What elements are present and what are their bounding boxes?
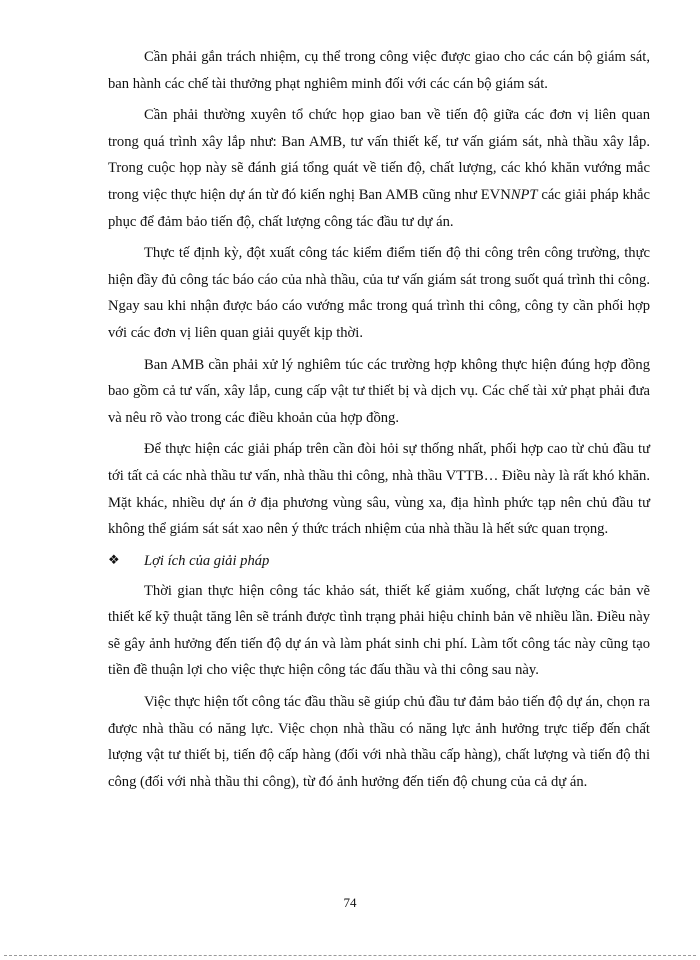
section-heading-label: Lợi ích của giải pháp (144, 552, 270, 569)
paragraph-coordination: Để thực hiện các giải pháp trên cần đòi hỏi sự thống nhất, phối hợp cao từ chủ đầu tư tới tất cả các nhà thầu tư vấn, nhà thầu thi công, nhà thầu VTTB… Điều này là rất khó khăn. Mặt khác, nhiều dự án ở địa phương vùng sâu, vùng xa, địa hình phức tạp nên chủ đầu tư không thể giám sát sát xao nên ý thức trách nhiệm của nhà thầu là hết sức quan trọng. (108, 441, 650, 538)
paragraph-survey-design: Thời gian thực hiện công tác khảo sát, thiết kế giảm xuống, chất lượng các bản vẽ thiết kế kỹ thuật tăng lên sẽ tránh được tình trạng phải hiệu chỉnh bản vẽ nhiều lần. Điều này sẽ gây ảnh hưởng đến tiến độ dự án và làm phát sinh chi phí. Làm tốt công tác này cũng tạo tiền đề thuận lợi cho việc thực hiện công tác đấu thầu và thi công sau này. (108, 582, 650, 679)
page-body (108, 44, 650, 800)
footer-divider (4, 955, 696, 956)
paragraph-progress-meetings-text: Cần phải thường xuyên tổ chức họp giao ban về tiến độ giữa các đơn vị liên quan trong quá trình xây lắp như: Ban AMB, tư vấn thiết kế, tư vấn giám sát, nhà thầu xây lắp. Trong cuộc họp này sẽ đánh giá tổng quát về tiến độ, chất lượng, các khó khăn vướng mắc trong việc thực hiện dự án từ đó kiến nghị Ban AMB cũng như EVN (108, 107, 650, 203)
paragraph-progress-meetings (108, 102, 650, 235)
diamond-bullet-icon: ❖ (108, 552, 120, 568)
section-heading-benefits (108, 548, 650, 574)
paragraph-responsibility: Cần phải gắn trách nhiệm, cụ thể trong công việc được giao cho các cán bộ giám sát, ban hành các chế tài thưởng phạt nghiêm minh đối với các cán bộ giám sát. (108, 49, 650, 92)
paragraph-contract-handling: Ban AMB cần phải xử lý nghiêm túc các trường hợp không thực hiện đúng hợp đồng bao gồm cả tư vấn, xây lắp, cung cấp vật tư thiết bị và dịch vụ. Các chế tài xử phạt phải đưa và nêu rõ vào trong các điều khoản của hợp đồng. (108, 356, 650, 426)
page-number: 74 (343, 895, 357, 910)
paragraph-periodic-review: Thực tế định kỳ, đột xuất công tác kiểm điểm tiến độ thi công trên công trường, thực hiện đầy đủ công tác báo cáo của nhà thầu, của tư vấn giám sát trong suốt quá trình thi công. Ngay sau khi nhận được báo cáo vướng mắc trong quá trình thi công, công ty cần phối hợp với các đơn vị liên quan giải quyết kịp thời. (108, 245, 650, 341)
paragraph-progress-meetings-tail: các giải pháp khắc phục để đảm bảo tiến độ, chất lượng công tác đầu tư dự án. (108, 186, 651, 230)
paragraph-bidding: Việc thực hiện tốt công tác đầu thầu sẽ giúp chủ đầu tư đảm bảo tiến độ dự án, chọn ra được nhà thầu có năng lực. Việc chọn nhà thầu có năng lực ảnh hưởng trực tiếp đến chất lượng vật tư thiết bị, tiến độ cấp hàng (đối với nhà thầu cấp hàng), chất lượng và tiến độ thi công (đối với nhà thầu thi công), từ đó ảnh hưởng đến tiến độ chung của cả dự án. (108, 694, 650, 790)
inline-italic-npt: NPT (510, 186, 538, 203)
